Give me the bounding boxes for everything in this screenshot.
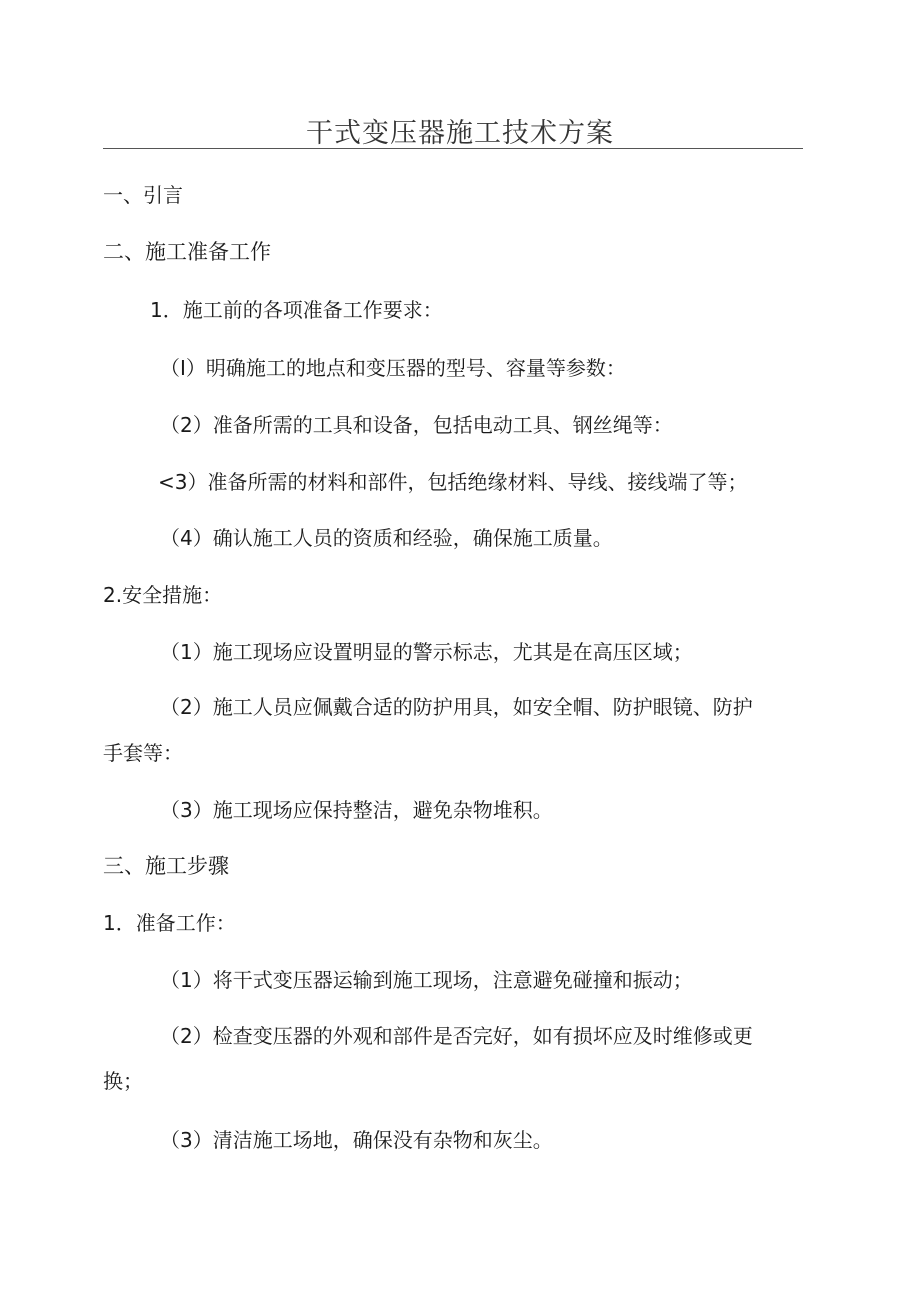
section-heading-preparation: 二、施工准备工作	[103, 240, 271, 264]
list-item-prep-4: （4）确认施工人员的资质和经验，确保施工质量。	[160, 526, 613, 550]
section-heading-introduction: 一、引言	[103, 183, 183, 207]
list-item-safety-2-continued: 手套等：	[103, 741, 183, 765]
subsection-preparation-work: 1．准备工作：	[103, 911, 236, 935]
list-item-safety-3: （3）施工现场应保持整洁，避免杂物堆积。	[160, 798, 553, 822]
list-item-safety-2: （2）施工人员应佩戴合适的防护用具，如安全帽、防护眼镜、防护	[160, 695, 753, 719]
document-title: 干式变压器施工技术方案	[306, 118, 614, 149]
list-item-step-1: （1）将干式变压器运输到施工现场，注意避免碰撞和振动；	[160, 968, 693, 992]
list-item-step-2: （2）检查变压器的外观和部件是否完好，如有损坏应及时维修或更	[160, 1024, 753, 1048]
list-item-prep-2: （2）准备所需的工具和设备，包括电动工具、钢丝绳等：	[160, 413, 673, 437]
section-heading-construction-steps: 三、施工步骤	[103, 854, 229, 878]
subsection-preparation-requirements: 1．施工前的各项准备工作要求：	[150, 298, 443, 322]
subsection-safety-measures: 2.安全措施：	[103, 583, 223, 607]
list-item-step-3: （3）清洁施工场地，确保没有杂物和灰尘。	[160, 1128, 553, 1152]
list-item-safety-1: （1）施工现场应设置明显的警示标志，尤其是在高压区域；	[160, 640, 693, 664]
list-item-step-2-continued: 换；	[103, 1069, 143, 1093]
list-item-prep-3: <3）准备所需的材料和部件，包括绝缘材料、导线、接线端了等；	[158, 470, 748, 494]
title-underline	[103, 148, 803, 149]
list-item-prep-1: （I）明确施工的地点和变压器的型号、容量等参数：	[160, 356, 626, 380]
